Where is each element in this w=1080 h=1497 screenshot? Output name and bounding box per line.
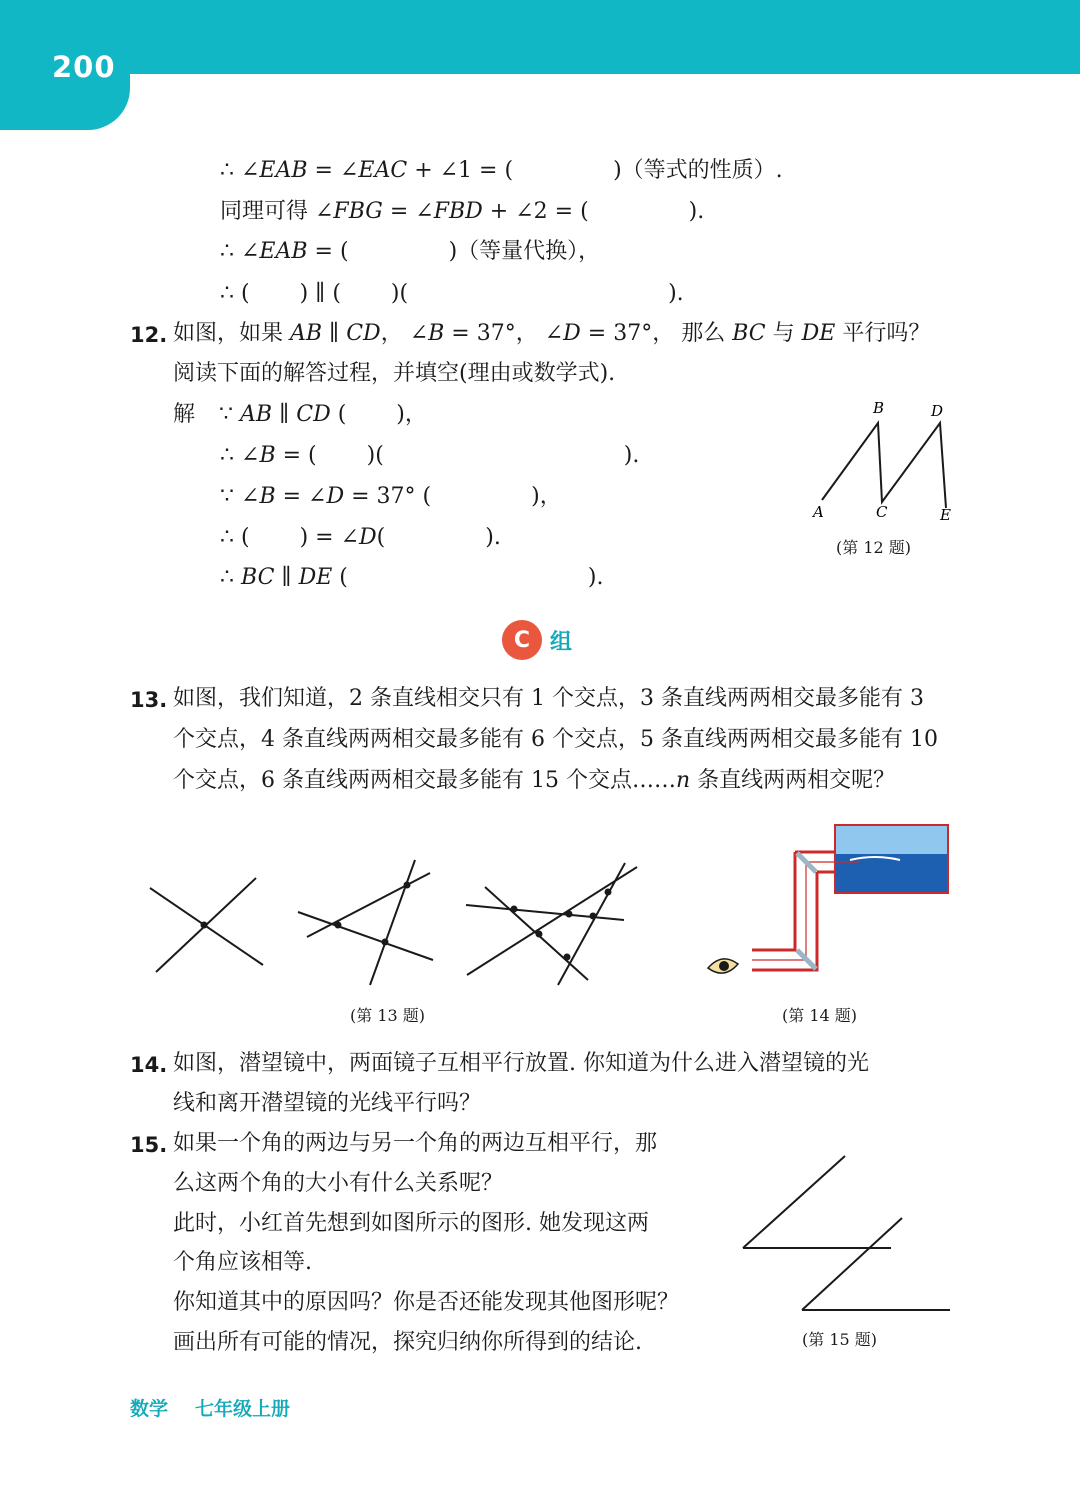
three-lines-diagram — [298, 860, 433, 985]
q12-label-a: A — [813, 503, 824, 521]
two-lines-diagram — [150, 878, 263, 972]
q12-line-4: ∴ ∠B = ( )( ). — [220, 443, 640, 468]
header-band — [0, 0, 1080, 74]
group-c-heading — [502, 620, 572, 660]
q13-number: 13. — [130, 688, 168, 712]
q15-line-5: 你知道其中的原因吗？你是否还能发现其他图形呢？ — [173, 1290, 680, 1315]
angle-2-side-a — [802, 1218, 902, 1310]
q15-line-2: 么这两个角的大小有什么关系呢？ — [173, 1171, 504, 1196]
q15-line-3: 此时，小红首先想到如图所示的图形. 她发现这两 — [173, 1211, 649, 1236]
q13-line-2: 个交点，4 条直线两两相交最多能有 6 个交点，5 条直线两两相交最多能有 10 — [173, 727, 938, 752]
q14-periscope-figure — [700, 820, 955, 995]
q11-line-2: 同理可得 ∠FBG = ∠FBD + ∠2 = ( ). — [220, 199, 705, 224]
q12-label-e: E — [940, 506, 951, 524]
q14-line-2: 线和离开潜望镜的光线平行吗？ — [173, 1091, 482, 1116]
q12-line-7: ∴ BC ∥ DE ( ). — [220, 565, 604, 590]
group-c-badge: C — [502, 620, 542, 660]
q12-figure — [800, 395, 970, 530]
q12-line-6: ∴ ( ) = ∠D( ). — [220, 525, 501, 550]
q12-label-d: D — [931, 402, 944, 420]
q12-zigzag-path — [822, 423, 946, 508]
q15-figure — [735, 1150, 960, 1320]
q15-number: 15. — [130, 1133, 168, 1157]
q12-number: 12. — [130, 323, 168, 347]
q14-number: 14. — [130, 1053, 168, 1077]
periscope-tube — [752, 852, 835, 970]
q13-caption: (第 13 题) — [350, 1006, 426, 1025]
page-number: 200 — [52, 50, 116, 84]
q13-line-1: 如图，我们知道，2 条直线相交只有 1 个交点，3 条直线两两相交最多能有 3 — [173, 686, 924, 711]
q14-caption: (第 14 题) — [782, 1006, 858, 1025]
group-c-text: 组 — [550, 629, 573, 655]
q12-caption: (第 12 题) — [836, 538, 912, 557]
q11-line-1: ∴ ∠EAB = ∠EAC + ∠1 = ( )（等式的性质）. — [220, 158, 783, 183]
q12-line-5: ∵ ∠B = ∠D = 37° ( )， — [220, 484, 562, 509]
footer-grade: 七年级上册 — [195, 1398, 291, 1420]
q15-line-6: 画出所有可能的情况，探究归纳你所得到的结论. — [173, 1330, 642, 1355]
q13-line-3: 个交点，6 条直线两两相交最多能有 15 个交点……n 条直线两两相交呢？ — [173, 768, 896, 793]
q15-line-1: 如果一个角的两边与另一个角的两边互相平行，那 — [173, 1131, 658, 1156]
q11-line-3: ∴ ∠EAB = ( )（等量代换）， — [220, 239, 601, 264]
footer-subject: 数学 — [130, 1398, 169, 1420]
q15-caption: (第 15 题) — [802, 1330, 878, 1349]
q12-line-3: 解 ∵ AB ∥ CD ( )， — [173, 402, 427, 427]
q12-label-c: C — [876, 503, 888, 521]
q13-figure — [140, 855, 650, 995]
q12-line-2: 阅读下面的解答过程，并填空(理由或数学式). — [173, 361, 616, 386]
four-lines-diagram — [466, 863, 637, 985]
q11-line-4: ∴ ( ) ∥ ( )( ). — [220, 281, 684, 306]
q12-line-1: 如图，如果 AB ∥ CD， ∠B = 37°， ∠D = 37°， 那么 BC 与 DE 平行吗？ — [173, 321, 931, 346]
eye-icon — [708, 959, 738, 973]
q12-label-b: B — [873, 399, 885, 417]
angle-1-side-a — [743, 1156, 845, 1248]
q15-line-4: 个角应该相等. — [173, 1250, 312, 1275]
q14-line-1: 如图，潜望镜中，两面镜子互相平行放置. 你知道为什么进入潜望镜的光 — [173, 1051, 869, 1076]
